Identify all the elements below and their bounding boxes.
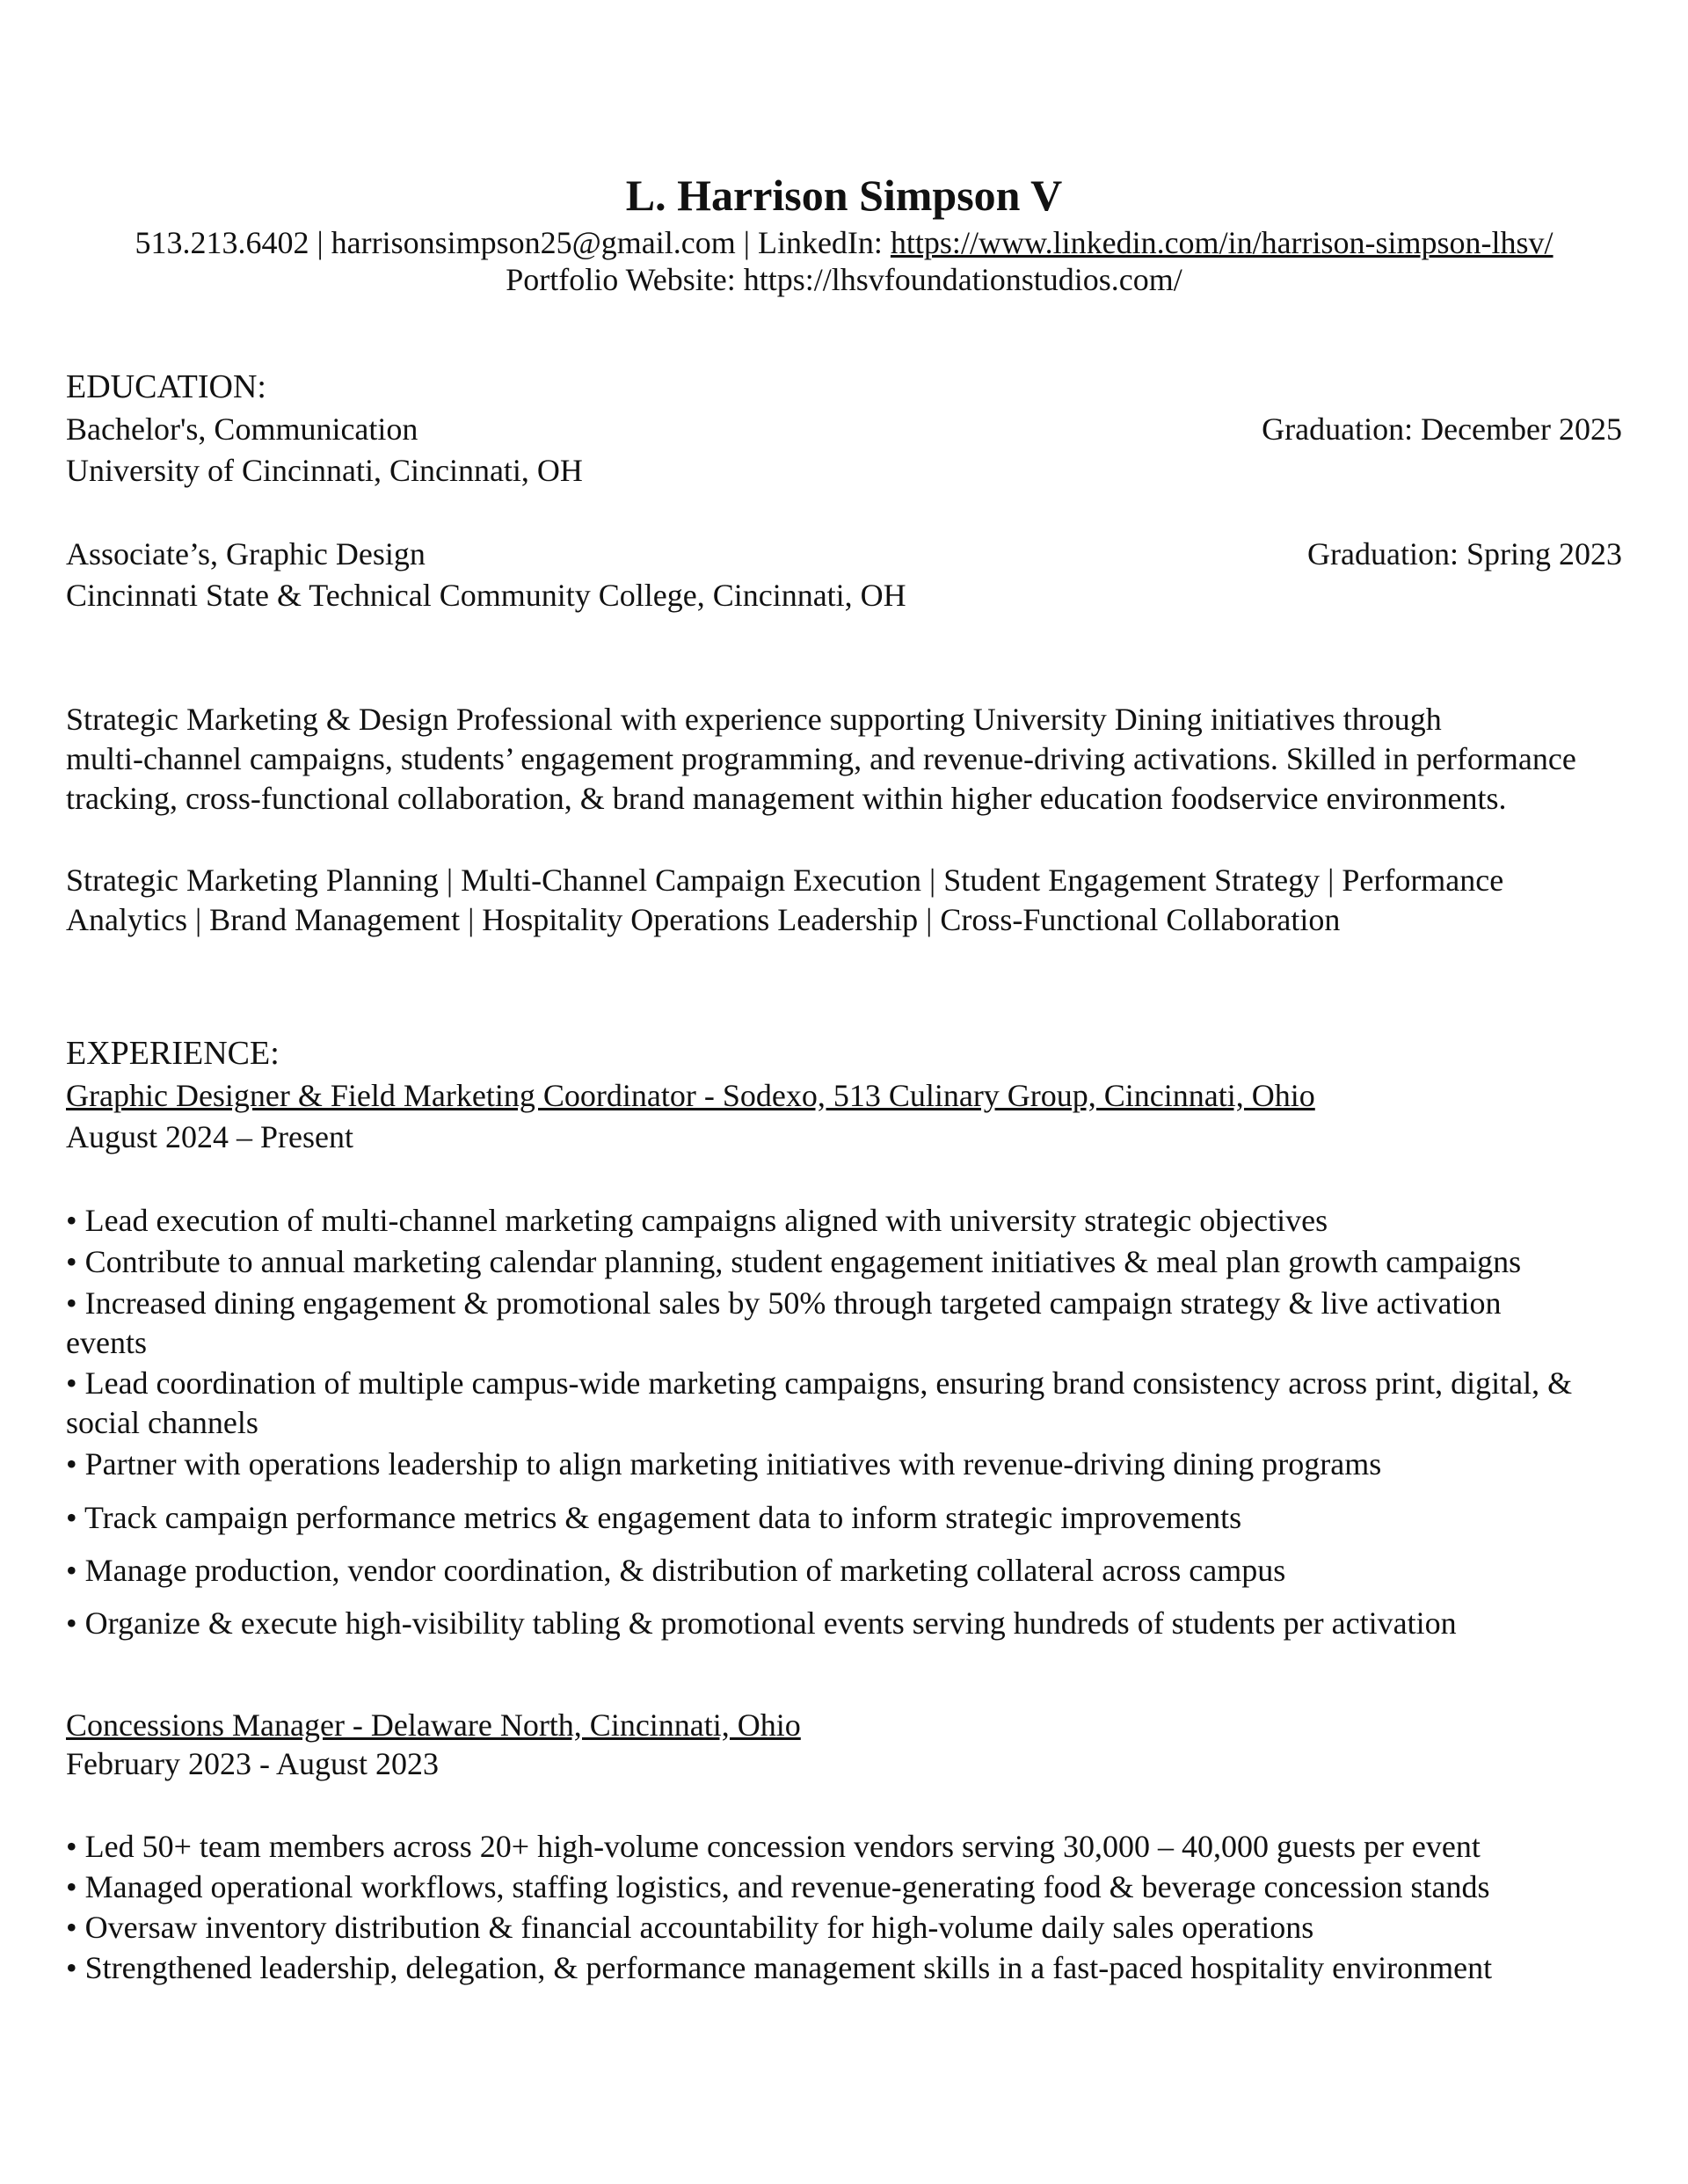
job-bullet: • Led 50+ team members across 20+ high-volume concession vendors serving 30,000 – 40,000 guests per event <box>66 1829 1481 1864</box>
job-bullet: • Strengthened leadership, delegation, & performance management skills in a fast-paced hospitality environment <box>66 1950 1493 1985</box>
job-bullet: • Manage production, vendor coordination, & distribution of marketing collateral across campus <box>66 1553 1286 1588</box>
summary-line: multi-channel campaigns, students’ engagement programming, and revenue-driving activations. Skilled in performance <box>66 741 1576 776</box>
job-bullet: • Track campaign performance metrics & engagement data to inform strategic improvements <box>66 1500 1242 1535</box>
education-graduation-date: Graduation: Spring 2023 <box>1307 536 1622 571</box>
job-bullet: • Increased dining engagement & promotional sales by 50% through targeted campaign strategy & live activation <box>66 1285 1502 1321</box>
job-bullet: • Partner with operations leadership to align marketing initiatives with revenue-driving dining programs <box>66 1446 1382 1481</box>
education-degree: Associate’s, Graphic Design <box>66 536 426 571</box>
job-dates: August 2024 – Present <box>66 1119 353 1154</box>
job-bullet: • Contribute to annual marketing calendar planning, student engagement initiatives & meal plan growth campaigns <box>66 1244 1522 1279</box>
portfolio-line: Portfolio Website: https://lhsvfoundationstudios.com/ <box>506 262 1182 297</box>
education-graduation-date: Graduation: December 2025 <box>1262 411 1622 447</box>
job-bullet: • Lead execution of multi-channel marketing campaigns aligned with university strategic objectives <box>66 1203 1328 1238</box>
skills-line: Strategic Marketing Planning | Multi-Channel Campaign Execution | Student Engagement Strategy | Performance <box>66 863 1504 898</box>
summary-line: tracking, cross-functional collaboration, & brand management within higher education foodservice environments. <box>66 781 1507 816</box>
job-bullet: • Lead coordination of multiple campus-wide marketing campaigns, ensuring brand consistency across print, digital, & <box>66 1365 1573 1401</box>
job-bullet-continuation: events <box>66 1325 147 1360</box>
job-title: Graphic Designer & Field Marketing Coordinator - Sodexo, 513 Culinary Group, Cincinnati, Ohio <box>66 1078 1315 1113</box>
linkedin-link[interactable]: https://www.linkedin.com/in/harrison-simpson-lhsv/ <box>890 225 1553 260</box>
skills-line: Analytics | Brand Management | Hospitality Operations Leadership | Cross-Functional Collaboration <box>66 902 1341 937</box>
experience-heading: EXPERIENCE: <box>66 1035 280 1072</box>
candidate-name: L. Harrison Simpson V <box>625 171 1063 220</box>
summary-line: Strategic Marketing & Design Professional with experience supporting University Dining initiatives through <box>66 702 1442 737</box>
job-bullet: • Managed operational workflows, staffing logistics, and revenue-generating food & beverage concession stands <box>66 1869 1490 1904</box>
contact-line <box>0 223 1688 262</box>
job-dates: February 2023 - August 2023 <box>66 1746 439 1781</box>
education-degree: Bachelor's, Communication <box>66 411 418 447</box>
job-bullet: • Oversaw inventory distribution & financial accountability for high-volume daily sales operations <box>66 1910 1314 1945</box>
education-school: University of Cincinnati, Cincinnati, OH <box>66 453 583 488</box>
job-title: Concessions Manager - Delaware North, Cincinnati, Ohio <box>66 1707 801 1743</box>
education-school: Cincinnati State & Technical Community College, Cincinnati, OH <box>66 578 906 613</box>
education-heading: EDUCATION: <box>66 368 266 405</box>
job-bullet-continuation: social channels <box>66 1405 258 1440</box>
job-bullet: • Organize & execute high-visibility tabling & promotional events serving hundreds of students per activation <box>66 1605 1457 1641</box>
contact-details: 513.213.6402 | harrisonsimpson25@gmail.com | LinkedIn: <box>135 225 891 260</box>
